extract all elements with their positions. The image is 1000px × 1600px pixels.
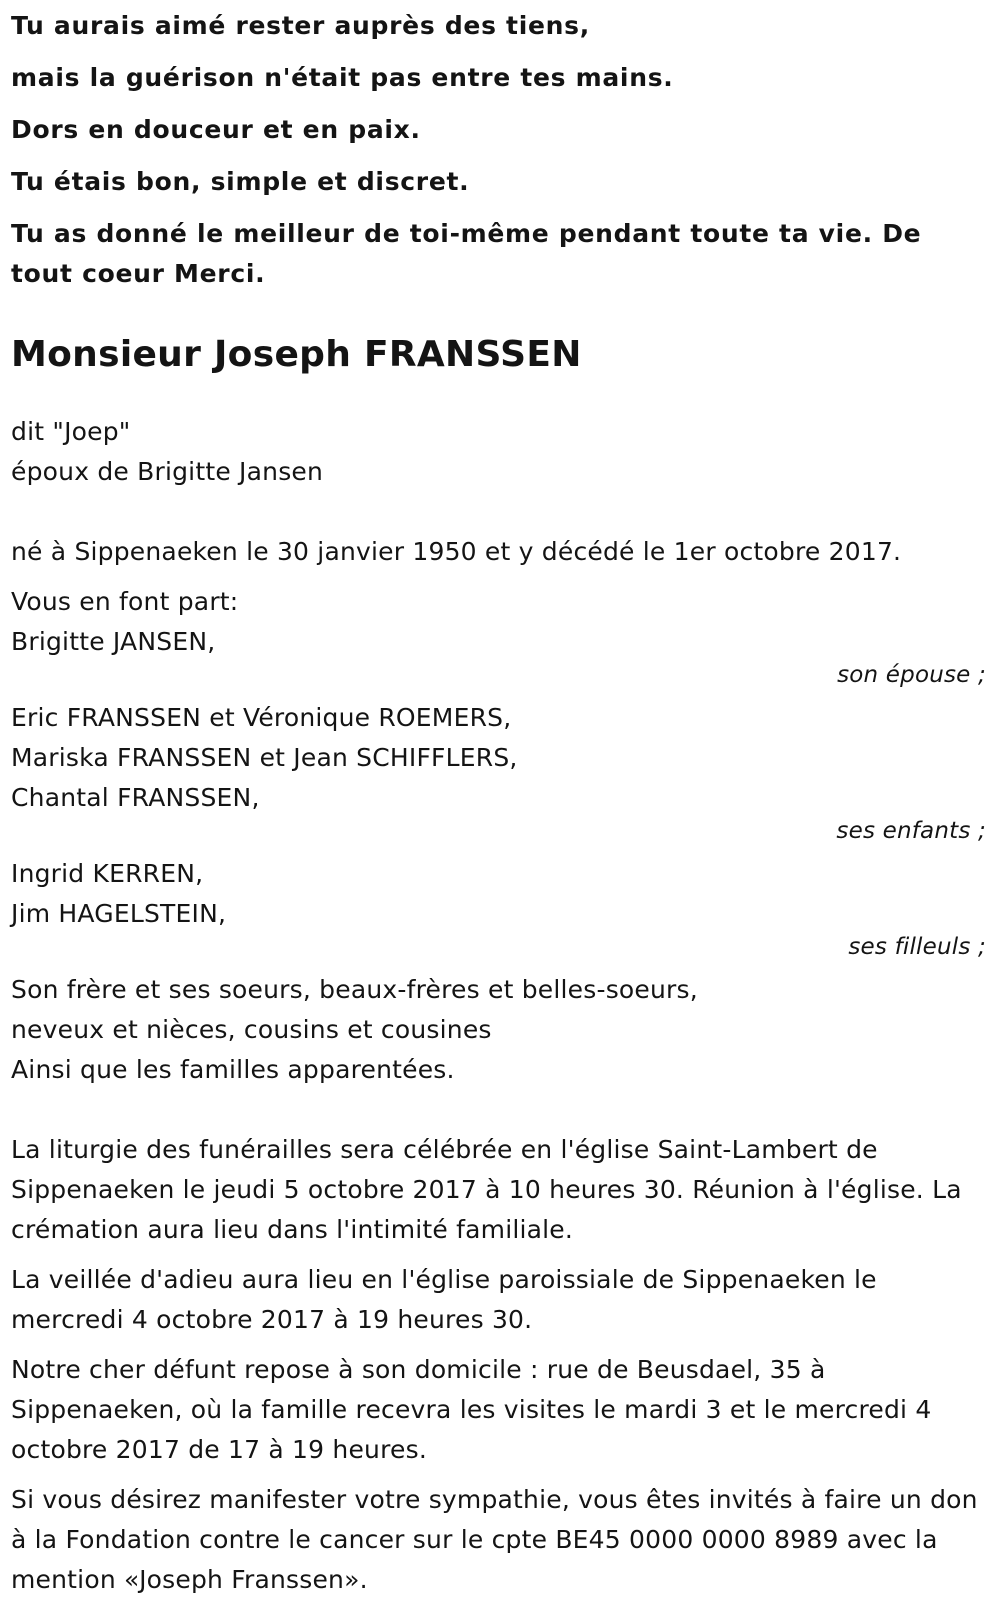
vigil-paragraph: La veillée d'adieu aura lieu en l'église paroissiale de Sippenaeken le mercredi 4 octobre 2017 à 19 heures 30. <box>11 1265 877 1334</box>
extended-family <box>11 970 988 1090</box>
relation-label: ses filleuls ; <box>848 934 986 960</box>
identity-block <box>11 412 988 492</box>
announcement-intro: Vous en font part: <box>11 587 239 616</box>
spouse-line: époux de Brigitte Jansen <box>11 457 324 486</box>
mourner-name: Ingrid KERREN, <box>11 859 204 888</box>
poem-line: Tu as donné le meilleur de toi-même pendant toute ta vie. De tout coeur Merci. <box>11 219 922 288</box>
poem-line: Tu aurais aimé rester auprès des tiens, <box>11 11 590 40</box>
mourner-name: Brigitte JANSEN, <box>11 627 216 656</box>
poem-line: mais la guérison n'était pas entre tes mains. <box>11 63 674 92</box>
obituary-body <box>11 412 988 1600</box>
poem <box>11 6 988 294</box>
family-line: Ainsi que les familles apparentées. <box>11 1055 455 1084</box>
ceremony-details <box>11 1130 988 1600</box>
relation-label: ses enfants ; <box>836 818 986 844</box>
nickname: dit "Joep" <box>11 417 131 446</box>
deceased-name: Monsieur Joseph FRANSSEN <box>11 334 582 375</box>
mourner-group-children <box>11 698 988 844</box>
mourner-name: Jim HAGELSTEIN, <box>11 899 227 928</box>
mourner-group-spouse <box>11 622 988 688</box>
poem-line: Tu étais bon, simple et discret. <box>11 167 470 196</box>
birth-death: né à Sippenaeken le 30 janvier 1950 et y décédé le 1er octobre 2017. <box>11 537 902 566</box>
mourner-name: Eric FRANSSEN et Véronique ROEMERS, <box>11 703 512 732</box>
donation-paragraph: Si vous désirez manifester votre sympathie, vous êtes invités à faire un don à la Fondation contre le cancer sur le cpte BE45 0000 0000 8989 avec la mention «Joseph Franssen». <box>11 1485 978 1594</box>
mourner-name: Mariska FRANSSEN et Jean SCHIFFLERS, <box>11 743 518 772</box>
mourner-name: Chantal FRANSSEN, <box>11 783 260 812</box>
mourner-group-godchildren <box>11 854 988 960</box>
family-line: neveux et nièces, cousins et cousines <box>11 1015 492 1044</box>
poem-line: Dors en douceur et en paix. <box>11 115 421 144</box>
relation-label: son épouse ; <box>837 662 986 688</box>
visits-paragraph: Notre cher défunt repose à son domicile : rue de Beusdael, 35 à Sippenaeken, où la famille recevra les visites le mardi 3 et le mercredi 4 octobre 2017 de 17 à 19 heures. <box>11 1355 932 1464</box>
announcement <box>11 582 988 1090</box>
funeral-paragraph: La liturgie des funérailles sera célébrée en l'église Saint-Lambert de Sippenaeken le jeudi 5 octobre 2017 à 10 heures 30. Réunion à l'église. La crémation aura lieu dans l'intimité familiale. <box>11 1135 962 1244</box>
family-line: Son frère et ses soeurs, beaux-frères et belles-soeurs, <box>11 975 698 1004</box>
